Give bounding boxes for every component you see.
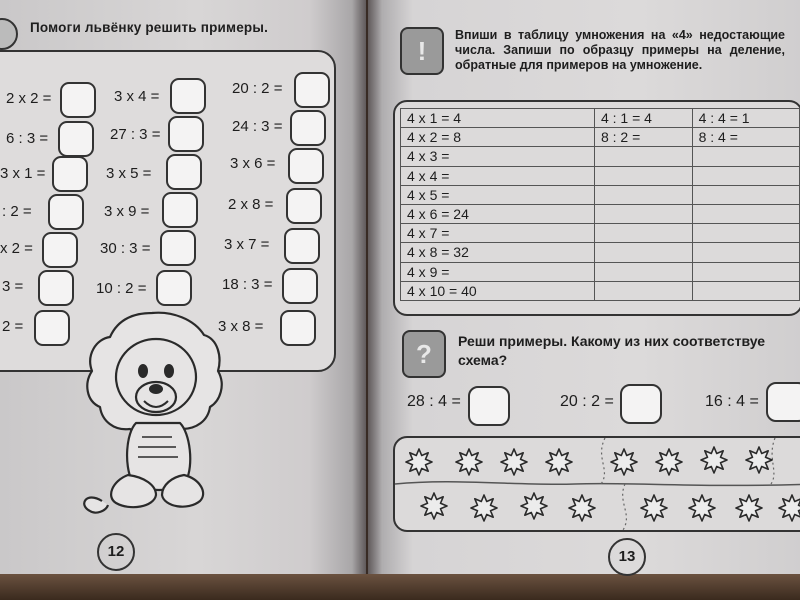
star-outline-icon bbox=[778, 494, 800, 522]
answer-box[interactable] bbox=[290, 110, 326, 146]
division-cell[interactable] bbox=[594, 204, 692, 223]
table-row bbox=[401, 204, 800, 223]
table-row bbox=[401, 166, 800, 185]
star-outline-icon bbox=[655, 448, 683, 476]
lion-illustration bbox=[72, 305, 232, 520]
star-outline-icon bbox=[500, 448, 528, 476]
example-text: : 2 = bbox=[2, 203, 32, 220]
example-text: 3 x 6 = bbox=[230, 155, 276, 172]
multiplication-cell[interactable]: 4 x 8 = 32 bbox=[401, 243, 595, 262]
answer-box[interactable] bbox=[162, 192, 198, 228]
table-row bbox=[401, 185, 800, 204]
multiplication-cell[interactable]: 4 x 7 = bbox=[401, 224, 595, 243]
division-cell[interactable]: 4 : 4 = 1 bbox=[692, 109, 799, 128]
division-cell[interactable] bbox=[594, 185, 692, 204]
example-text: 2 = bbox=[2, 318, 24, 335]
example-text: 18 : 3 = bbox=[222, 276, 273, 293]
division-cell[interactable] bbox=[594, 262, 692, 281]
answer-box[interactable] bbox=[766, 382, 800, 422]
answer-box[interactable] bbox=[60, 82, 96, 118]
division-cell[interactable]: 8 : 4 = bbox=[692, 128, 799, 147]
problem-text: 20 : 2 = bbox=[560, 393, 614, 410]
example-text: x 2 = bbox=[0, 240, 33, 257]
example-text: 3 x 4 = bbox=[114, 88, 160, 105]
exclamation-icon: ! bbox=[400, 27, 444, 75]
division-cell[interactable] bbox=[594, 166, 692, 185]
example-text: 27 : 3 = bbox=[110, 126, 161, 143]
page-number-left: 12 bbox=[97, 533, 135, 571]
example-text: 24 : 3 = bbox=[232, 118, 283, 135]
example-text: 3 x 8 = bbox=[218, 318, 264, 335]
question-line: схема? bbox=[458, 352, 508, 368]
division-cell[interactable] bbox=[594, 147, 692, 166]
division-cell[interactable]: 4 : 1 = 4 bbox=[594, 109, 692, 128]
star-outline-icon bbox=[745, 446, 773, 474]
multiplication-cell[interactable]: 4 x 10 = 40 bbox=[401, 281, 595, 300]
answer-box[interactable] bbox=[38, 270, 74, 306]
example-text: 10 : 2 = bbox=[96, 280, 147, 297]
division-cell[interactable] bbox=[692, 185, 799, 204]
division-cell[interactable] bbox=[594, 224, 692, 243]
multiplication-cell[interactable]: 4 x 9 = bbox=[401, 262, 595, 281]
question-icon: ? bbox=[402, 330, 446, 378]
example-text: 20 : 2 = bbox=[232, 80, 283, 97]
answer-box[interactable] bbox=[48, 194, 84, 230]
answer-box[interactable] bbox=[286, 188, 322, 224]
answer-box[interactable] bbox=[52, 156, 88, 192]
multiplication-cell[interactable]: 4 x 2 = 8 bbox=[401, 128, 595, 147]
table-row bbox=[401, 243, 800, 262]
division-cell[interactable] bbox=[692, 243, 799, 262]
problem-text: 28 : 4 = bbox=[407, 393, 461, 410]
division-cell[interactable] bbox=[692, 224, 799, 243]
multiplication-cell[interactable]: 4 x 4 = bbox=[401, 166, 595, 185]
division-cell[interactable] bbox=[692, 204, 799, 223]
answer-box[interactable] bbox=[282, 268, 318, 304]
answer-box[interactable] bbox=[42, 232, 78, 268]
example-text: 3 x 7 = bbox=[224, 236, 270, 253]
answer-box[interactable] bbox=[280, 310, 316, 346]
answer-box[interactable] bbox=[58, 121, 94, 157]
example-text: 2 x 8 = bbox=[228, 196, 274, 213]
instruction-text: Впиши в таблицу умножения на «4» недостающие числа. Запиши по образцу примеры на деление, обратные для примеров на умножение. bbox=[455, 28, 785, 72]
table-row bbox=[401, 109, 800, 128]
table-row bbox=[401, 147, 800, 166]
answer-box[interactable] bbox=[34, 310, 70, 346]
question-text bbox=[458, 332, 765, 370]
answer-box[interactable] bbox=[294, 72, 330, 108]
division-cell[interactable]: 8 : 2 = bbox=[594, 128, 692, 147]
star-outline-icon bbox=[455, 448, 483, 476]
star-outline-icon bbox=[735, 494, 763, 522]
star-outline-icon bbox=[640, 494, 668, 522]
table-row bbox=[401, 262, 800, 281]
division-cell[interactable] bbox=[692, 166, 799, 185]
multiplication-table bbox=[400, 108, 800, 301]
multiplication-cell[interactable]: 4 x 6 = 24 bbox=[401, 204, 595, 223]
example-text: 3 x 9 = bbox=[104, 203, 150, 220]
star-outline-icon bbox=[420, 492, 448, 520]
example-text: 3 x 5 = bbox=[106, 165, 152, 182]
star-outline-icon bbox=[610, 448, 638, 476]
answer-box[interactable] bbox=[156, 270, 192, 306]
table-row bbox=[401, 281, 800, 300]
book-gutter bbox=[352, 0, 382, 600]
answer-box[interactable] bbox=[288, 148, 324, 184]
table-row bbox=[401, 128, 800, 147]
star-outline-icon bbox=[520, 492, 548, 520]
star-outline-icon bbox=[688, 494, 716, 522]
answer-box[interactable] bbox=[468, 386, 510, 426]
multiplication-cell[interactable]: 4 x 1 = 4 bbox=[401, 109, 595, 128]
answer-box[interactable] bbox=[284, 228, 320, 264]
multiplication-cell[interactable]: 4 x 3 = bbox=[401, 147, 595, 166]
answer-box[interactable] bbox=[166, 154, 202, 190]
division-cell[interactable] bbox=[594, 281, 692, 300]
problem-text: 16 : 4 = bbox=[705, 393, 759, 410]
division-cell[interactable] bbox=[692, 281, 799, 300]
question-line: Реши примеры. Какому из них соответствуе bbox=[458, 333, 766, 349]
multiplication-cell[interactable]: 4 x 5 = bbox=[401, 185, 595, 204]
star-outline-icon bbox=[700, 446, 728, 474]
example-text: 6 : 3 = bbox=[6, 130, 49, 147]
example-text: 3 = bbox=[2, 278, 24, 295]
answer-box[interactable] bbox=[160, 230, 196, 266]
answer-box[interactable] bbox=[170, 78, 206, 114]
left-page-title: Помоги львёнку решить примеры. bbox=[30, 20, 269, 35]
star-outline-icon bbox=[470, 494, 498, 522]
star-outline-icon bbox=[545, 448, 573, 476]
star-outline-icon bbox=[568, 494, 596, 522]
answer-box[interactable] bbox=[620, 384, 662, 424]
table-surface bbox=[0, 574, 800, 600]
answer-box[interactable] bbox=[168, 116, 204, 152]
example-text: 2 x 2 = bbox=[6, 90, 52, 107]
table-row bbox=[401, 224, 800, 243]
example-text: 3 x 1 = bbox=[0, 165, 46, 182]
page-number-right: 13 bbox=[608, 538, 646, 576]
star-outline-icon bbox=[405, 448, 433, 476]
division-cell[interactable] bbox=[692, 147, 799, 166]
example-text: 30 : 3 = bbox=[100, 240, 151, 257]
division-cell[interactable] bbox=[692, 262, 799, 281]
division-cell[interactable] bbox=[594, 243, 692, 262]
